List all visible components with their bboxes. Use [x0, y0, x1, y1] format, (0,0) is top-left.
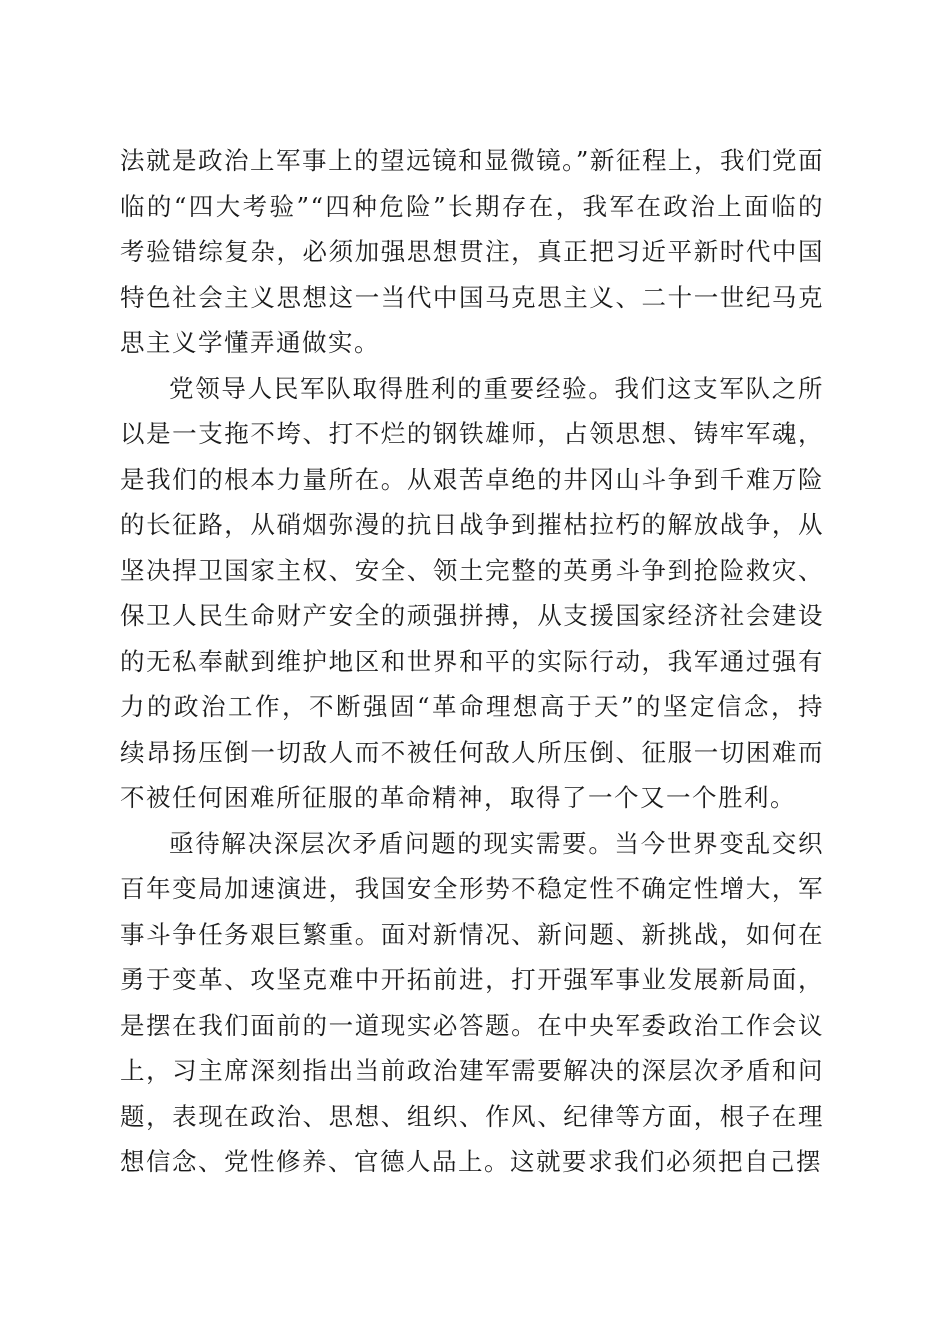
paragraph-continuation: 法就是政治上军事上的望远镜和显微镜。”新征程上，我们党面临的“四大考验”“四种危险”长期存在，我军在政治上面临的考验错综复杂，必须加强思想贯注，真正把习近平新时代中国特色社会主义思想这一当代中国马克思主义、二十一世纪马克思主义学懂弄通做实。	[120, 146, 824, 357]
paragraph-victory-experience: 党领导人民军队取得胜利的重要经验。我们这支军队之所以是一支拖不垮、打不烂的钢铁雄师，占领思想、铸牢军魂，是我们的根本力量所在。从艰苦卓绝的井冈山斗争到千难万险的长征路，从硝烟弥漫的抗日战争到摧枯拉朽的解放战争，从坚决捍卫国家主权、安全、领土完整的英勇斗争到抢险救灾、保卫人民生命财产安全的顽强拼搏，从支援国家经济社会建设的无私奉献到维护地区和世界和平的实际行动，我军通过强有力的政治工作，不断强固“革命理想高于天”的坚定信念，持续昂扬压倒一切敌人而不被任何敌人所压倒、征服一切困难而不被任何困难所征服的革命精神，取得了一个又一个胜利。	[120, 373, 824, 812]
paragraph-realistic-needs: 亟待解决深层次矛盾问题的现实需要。当今世界变乱交织百年变局加速演进，我国安全形势不稳定性不确定性增大，军事斗争任务艰巨繁重。面对新情况、新问题、新挑战，如何在勇于变革、攻坚克难中开拓前进，打开强军事业发展新局面，是摆在我们面前的一道现实必答题。在中央军委政治工作会议上，习主席深刻指出当前政治建军需要解决的深层次矛盾和问题，表现在政治、思想、组织、作风、纪律等方面，根子在理想信念、党性修养、官德人品上。这就要求我们必须把自己摆	[120, 828, 824, 1176]
document-body	[120, 138, 824, 1185]
